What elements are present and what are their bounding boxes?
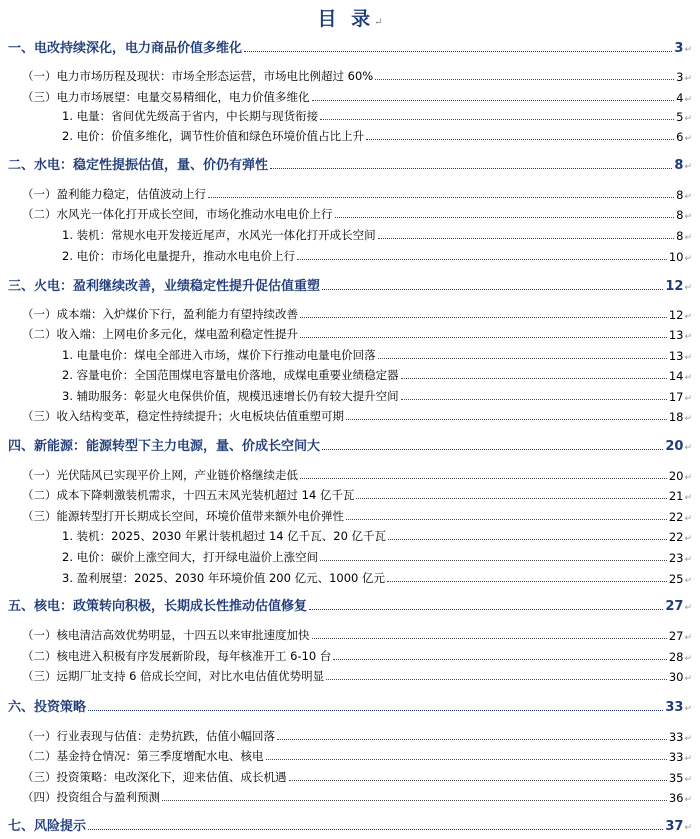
toc-entry-text: （二）基金持仓情况：第三季度增配水电、核电 bbox=[22, 749, 264, 763]
dot-leader bbox=[366, 139, 674, 140]
toc-entry[interactable] bbox=[0, 695, 700, 715]
dot-leader bbox=[326, 679, 667, 680]
page-number-value: 4 bbox=[676, 91, 684, 105]
paragraph-mark-icon: ↵ bbox=[374, 17, 383, 28]
toc-entry-text: （二）收入端：上网电价多元化，煤电盈利稳定性提升 bbox=[22, 327, 298, 341]
paragraph-mark-icon: ↵ bbox=[684, 576, 692, 586]
toc-entry[interactable] bbox=[0, 104, 700, 124]
page-number-value: 12 bbox=[668, 308, 684, 322]
paragraph-mark-icon: ↵ bbox=[684, 394, 692, 404]
paragraph-mark-icon: ↵ bbox=[684, 192, 692, 202]
paragraph-mark-icon: ↵ bbox=[684, 514, 692, 524]
toc-page-number bbox=[669, 410, 700, 424]
page-number-value: 14 bbox=[668, 369, 684, 383]
toc-entry-text: 3. 盈利展望：2025、2030 年环境价值 200 亿元、1000 亿元 bbox=[62, 571, 385, 585]
toc-entry[interactable] bbox=[0, 322, 700, 342]
toc-page-number bbox=[665, 439, 700, 454]
dot-leader bbox=[322, 449, 663, 450]
paragraph-mark-icon: ↵ bbox=[684, 332, 692, 342]
toc-page-number bbox=[669, 629, 700, 643]
toc-page-number bbox=[669, 489, 700, 503]
dot-leader bbox=[375, 79, 674, 80]
toc-entry-text: 一、电改持续深化，电力商品价值多维化 bbox=[8, 41, 243, 56]
page-number-value: 8 bbox=[674, 158, 684, 173]
toc-entry-text: 2. 容量电价：全国范围煤电容量电价落地，成煤电重要业绩稳定器 bbox=[62, 368, 399, 382]
dot-leader bbox=[300, 337, 667, 338]
page-number-value: 28 bbox=[668, 650, 684, 664]
toc-entry-text: （三）投资策略：电改深化下，迎来估值、成长机遇 bbox=[22, 770, 287, 784]
toc-entry-text: （三）远期厂址支持 6 倍成长空间，对比水电估值优势明显 bbox=[22, 669, 325, 683]
toc-page-number bbox=[669, 551, 700, 565]
toc-page-number bbox=[669, 349, 700, 363]
toc-entry[interactable] bbox=[0, 744, 700, 764]
toc-entry-text: （一）光伏陆风已实现平价上网，产业链价格继续走低 bbox=[22, 468, 298, 482]
paragraph-mark-icon: ↵ bbox=[684, 775, 692, 785]
toc-entry-text: 六、投资策略 bbox=[8, 700, 87, 715]
toc-page-number bbox=[665, 700, 700, 715]
paragraph-mark-icon: ↵ bbox=[684, 353, 692, 363]
dot-leader bbox=[312, 100, 675, 101]
paragraph-mark-icon: ↵ bbox=[684, 654, 692, 664]
toc-entry-text: 三、火电：盈利继续改善，业绩稳定性提升促估值重塑 bbox=[8, 279, 321, 294]
toc-entry-text: （三）电力市场展望：电量交易精细化，电力价值多维化 bbox=[22, 90, 310, 104]
paragraph-mark-icon: ↵ bbox=[684, 283, 692, 293]
toc-page-number bbox=[665, 599, 700, 614]
dot-leader bbox=[289, 780, 667, 781]
page-number-value: 33 bbox=[665, 700, 684, 715]
toc-page-number bbox=[676, 130, 700, 144]
page-number-value: 8 bbox=[676, 208, 684, 222]
paragraph-mark-icon: ↵ bbox=[684, 74, 692, 84]
paragraph-mark-icon: ↵ bbox=[684, 134, 692, 144]
paragraph-mark-icon: ↵ bbox=[684, 473, 692, 483]
page-number-value: 3 bbox=[676, 70, 684, 84]
page-number-value: 5 bbox=[676, 110, 684, 124]
paragraph-mark-icon: ↵ bbox=[684, 555, 692, 565]
dot-leader bbox=[401, 378, 667, 379]
paragraph-mark-icon: ↵ bbox=[684, 633, 692, 643]
paragraph-mark-icon: ↵ bbox=[684, 45, 692, 55]
paragraph-mark-icon: ↵ bbox=[684, 95, 692, 105]
toc-title-text: 目 录 bbox=[317, 8, 375, 30]
dot-leader bbox=[387, 581, 667, 582]
dot-leader bbox=[320, 119, 674, 120]
toc-entry[interactable] bbox=[0, 223, 700, 243]
toc-entry-text: 2. 电价：市场化电量提升，推动水电电价上行 bbox=[62, 249, 296, 263]
toc-page-number bbox=[669, 650, 700, 664]
page-number-value: 27 bbox=[665, 599, 684, 614]
toc-page-number bbox=[669, 572, 700, 586]
dot-leader bbox=[388, 539, 667, 540]
toc-entry[interactable] bbox=[0, 274, 700, 294]
toc-page-number bbox=[676, 91, 700, 105]
toc-entry-text: （三）收入结构变革，稳定性持续提升；火电板块估值重塑可期 bbox=[22, 409, 344, 423]
dot-leader bbox=[88, 710, 663, 711]
dot-leader bbox=[346, 419, 667, 420]
toc-entry-text: 二、水电：稳定性提振估值，量、价仍有弹性 bbox=[8, 158, 269, 173]
toc-entry-text: 1. 电量：省间优先级高于省内，中长期与现货衔接 bbox=[62, 109, 319, 123]
dot-leader bbox=[356, 498, 666, 499]
paragraph-mark-icon: ↵ bbox=[684, 443, 692, 453]
page-number-value: 3 bbox=[674, 41, 684, 56]
toc-page-number bbox=[669, 369, 700, 383]
page-number-value: 20 bbox=[668, 469, 684, 483]
page-number-value: 12 bbox=[665, 279, 684, 294]
toc-entry[interactable] bbox=[0, 202, 700, 222]
toc-page-number bbox=[665, 279, 700, 294]
paragraph-mark-icon: ↵ bbox=[684, 603, 692, 613]
paragraph-mark-icon: ↵ bbox=[684, 823, 692, 833]
page-number-value: 33 bbox=[668, 750, 684, 764]
toc-entry[interactable] bbox=[0, 765, 700, 785]
toc-entry-text: （二）成本下降刺激装机需求，十四五末风光装机超过 14 亿千瓦 bbox=[22, 488, 355, 502]
paragraph-mark-icon: ↵ bbox=[684, 534, 692, 544]
toc-entry[interactable] bbox=[0, 594, 700, 614]
toc-page-number bbox=[669, 308, 700, 322]
page-number-value: 8 bbox=[676, 229, 684, 243]
page-number-value: 33 bbox=[668, 730, 684, 744]
toc-entry-text: 1. 装机：常规水电开发接近尾声，水风光一体化打开成长空间 bbox=[62, 228, 376, 242]
toc-entry[interactable] bbox=[0, 404, 700, 424]
paragraph-mark-icon: ↵ bbox=[684, 754, 692, 764]
toc-entry-text: 1. 装机：2025、2030 年累计装机超过 14 亿千瓦、20 亿千瓦 bbox=[62, 529, 387, 543]
paragraph-mark-icon: ↵ bbox=[684, 212, 692, 222]
paragraph-mark-icon: ↵ bbox=[684, 414, 692, 424]
toc-page-number bbox=[669, 750, 700, 764]
toc-page-number bbox=[674, 158, 700, 173]
paragraph-mark-icon: ↵ bbox=[684, 493, 692, 503]
toc-entry[interactable] bbox=[0, 182, 700, 202]
dot-leader bbox=[346, 519, 667, 520]
toc-entry[interactable] bbox=[0, 302, 700, 322]
toc-entry[interactable] bbox=[0, 384, 700, 404]
page-number-value: 36 bbox=[668, 791, 684, 805]
paragraph-mark-icon: ↵ bbox=[684, 233, 692, 243]
paragraph-mark-icon: ↵ bbox=[684, 734, 692, 744]
toc-entry[interactable] bbox=[0, 524, 700, 544]
page-number-value: 13 bbox=[668, 328, 684, 342]
toc-page-number bbox=[669, 791, 700, 805]
toc-page-number bbox=[665, 819, 700, 834]
toc-page-number bbox=[669, 530, 700, 544]
toc-page-number bbox=[674, 41, 700, 56]
paragraph-mark-icon: ↵ bbox=[684, 162, 692, 172]
paragraph-mark-icon: ↵ bbox=[684, 312, 692, 322]
paragraph-mark-icon: ↵ bbox=[684, 795, 692, 805]
dot-leader bbox=[378, 238, 675, 239]
toc-entry[interactable] bbox=[0, 814, 700, 834]
page-number-value: 17 bbox=[668, 390, 684, 404]
toc-entry[interactable] bbox=[0, 463, 700, 483]
toc-entry-text: （一）成本端：入炉煤价下行，盈利能力有望持续改善 bbox=[22, 307, 298, 321]
dot-leader bbox=[320, 560, 667, 561]
dot-leader bbox=[309, 609, 663, 610]
dot-leader bbox=[378, 358, 667, 359]
toc-entry-text: （一）核电清洁高效优势明显，十四五以来审批速度加快 bbox=[22, 628, 310, 642]
paragraph-mark-icon: ↵ bbox=[684, 114, 692, 124]
toc-entry[interactable] bbox=[0, 343, 700, 363]
toc-entry-text: 1. 电量电价：煤电全部进入市场，煤价下行推动电量电价回落 bbox=[62, 348, 376, 362]
toc-page-number bbox=[669, 469, 700, 483]
dot-leader bbox=[297, 259, 667, 260]
toc-entry-text: （一）电力市场历程及现状：市场全形态运营，市场电比例超过 60% bbox=[22, 69, 374, 83]
page-number-value: 27 bbox=[668, 629, 684, 643]
page-number-value: 13 bbox=[668, 349, 684, 363]
dot-leader bbox=[322, 289, 663, 290]
dot-leader bbox=[401, 399, 667, 400]
toc-page-number bbox=[669, 328, 700, 342]
toc-entry[interactable] bbox=[0, 504, 700, 524]
page-number-value: 21 bbox=[668, 489, 684, 503]
dot-leader bbox=[270, 168, 672, 169]
paragraph-mark-icon: ↵ bbox=[684, 674, 692, 684]
page-number-value: 35 bbox=[668, 771, 684, 785]
toc-entry[interactable] bbox=[0, 623, 700, 643]
toc-entry[interactable] bbox=[0, 434, 700, 454]
toc-entry[interactable] bbox=[0, 363, 700, 383]
toc-entry-text: 五、核电：政策转向积极，长期成长性推动估值修复 bbox=[8, 599, 308, 614]
dot-leader bbox=[300, 317, 667, 318]
toc-entry-text: （一）行业表现与估值：走势抗跌，估值小幅回落 bbox=[22, 729, 275, 743]
toc-page-number bbox=[669, 250, 700, 264]
page-number-value: 37 bbox=[665, 819, 684, 834]
toc-entry[interactable] bbox=[0, 36, 700, 56]
paragraph-mark-icon: ↵ bbox=[684, 373, 692, 383]
toc-entry[interactable] bbox=[0, 483, 700, 503]
toc-entry[interactable] bbox=[0, 124, 700, 144]
page-number-value: 30 bbox=[668, 670, 684, 684]
toc-entry-text: （二）水风光一体化打开成长空间，市场化推动水电电价上行 bbox=[22, 207, 333, 221]
page-number-value: 6 bbox=[676, 130, 684, 144]
dot-leader bbox=[244, 51, 672, 52]
toc-entry-text: 2. 电价：碳价上涨空间大，打开绿电溢价上涨空间 bbox=[62, 550, 319, 564]
toc-page-number bbox=[669, 670, 700, 684]
dot-leader bbox=[277, 739, 667, 740]
toc-entry[interactable] bbox=[0, 566, 700, 586]
dot-leader bbox=[266, 759, 667, 760]
dot-leader bbox=[300, 478, 667, 479]
toc-entry[interactable] bbox=[0, 545, 700, 565]
toc-entry[interactable] bbox=[0, 644, 700, 664]
page-number-value: 8 bbox=[676, 188, 684, 202]
paragraph-mark-icon: ↵ bbox=[684, 704, 692, 714]
toc-entry-text: （四）投资组合与盈利预测 bbox=[22, 790, 160, 804]
dot-leader bbox=[335, 217, 675, 218]
toc-page-number bbox=[676, 188, 700, 202]
toc-page-number bbox=[669, 390, 700, 404]
toc-entry[interactable] bbox=[0, 153, 700, 173]
toc-page-number bbox=[676, 208, 700, 222]
toc-page-number bbox=[669, 771, 700, 785]
toc-entry[interactable] bbox=[0, 244, 700, 264]
toc-entry-text: （二）核电进入积极有序发展新阶段，每年核准开工 6-10 台 bbox=[22, 649, 332, 663]
dot-leader bbox=[162, 800, 667, 801]
toc-page-number bbox=[669, 510, 700, 524]
page-number-value: 18 bbox=[668, 410, 684, 424]
page-number-value: 20 bbox=[665, 439, 684, 454]
dot-leader bbox=[333, 659, 666, 660]
page-number-value: 22 bbox=[668, 530, 684, 544]
toc-entry-text: 七、风险提示 bbox=[8, 819, 87, 834]
toc-entry[interactable] bbox=[0, 85, 700, 105]
toc-entry[interactable] bbox=[0, 785, 700, 805]
page-number-value: 23 bbox=[668, 551, 684, 565]
toc-entry[interactable] bbox=[0, 64, 700, 84]
toc-page-number bbox=[676, 110, 700, 124]
toc-entry-text: 3. 辅助服务：彰显火电保供价值，规模迅速增长仍有较大提升空间 bbox=[62, 389, 399, 403]
toc-page-number bbox=[676, 70, 700, 84]
dot-leader bbox=[312, 638, 667, 639]
toc-entry[interactable] bbox=[0, 664, 700, 684]
toc-entry-text: 2. 电价：价值多维化，调节性价值和绿色环境价值占比上升 bbox=[62, 129, 365, 143]
toc-entry-text: （一）盈利能力稳定，估值波动上行 bbox=[22, 187, 206, 201]
toc-entry[interactable] bbox=[0, 724, 700, 744]
page-number-value: 10 bbox=[668, 250, 684, 264]
page-number-value: 22 bbox=[668, 510, 684, 524]
toc-page-number bbox=[669, 730, 700, 744]
toc-entry-text: 四、新能源：能源转型下主力电源，量、价成长空间大 bbox=[8, 439, 321, 454]
toc-entry-text: （三）能源转型打开长期成长空间，环境价值带来额外电价弹性 bbox=[22, 509, 344, 523]
dot-leader bbox=[88, 829, 663, 830]
paragraph-mark-icon: ↵ bbox=[684, 254, 692, 264]
dot-leader bbox=[208, 197, 674, 198]
page-number-value: 25 bbox=[668, 572, 684, 586]
toc-page-number bbox=[676, 229, 700, 243]
